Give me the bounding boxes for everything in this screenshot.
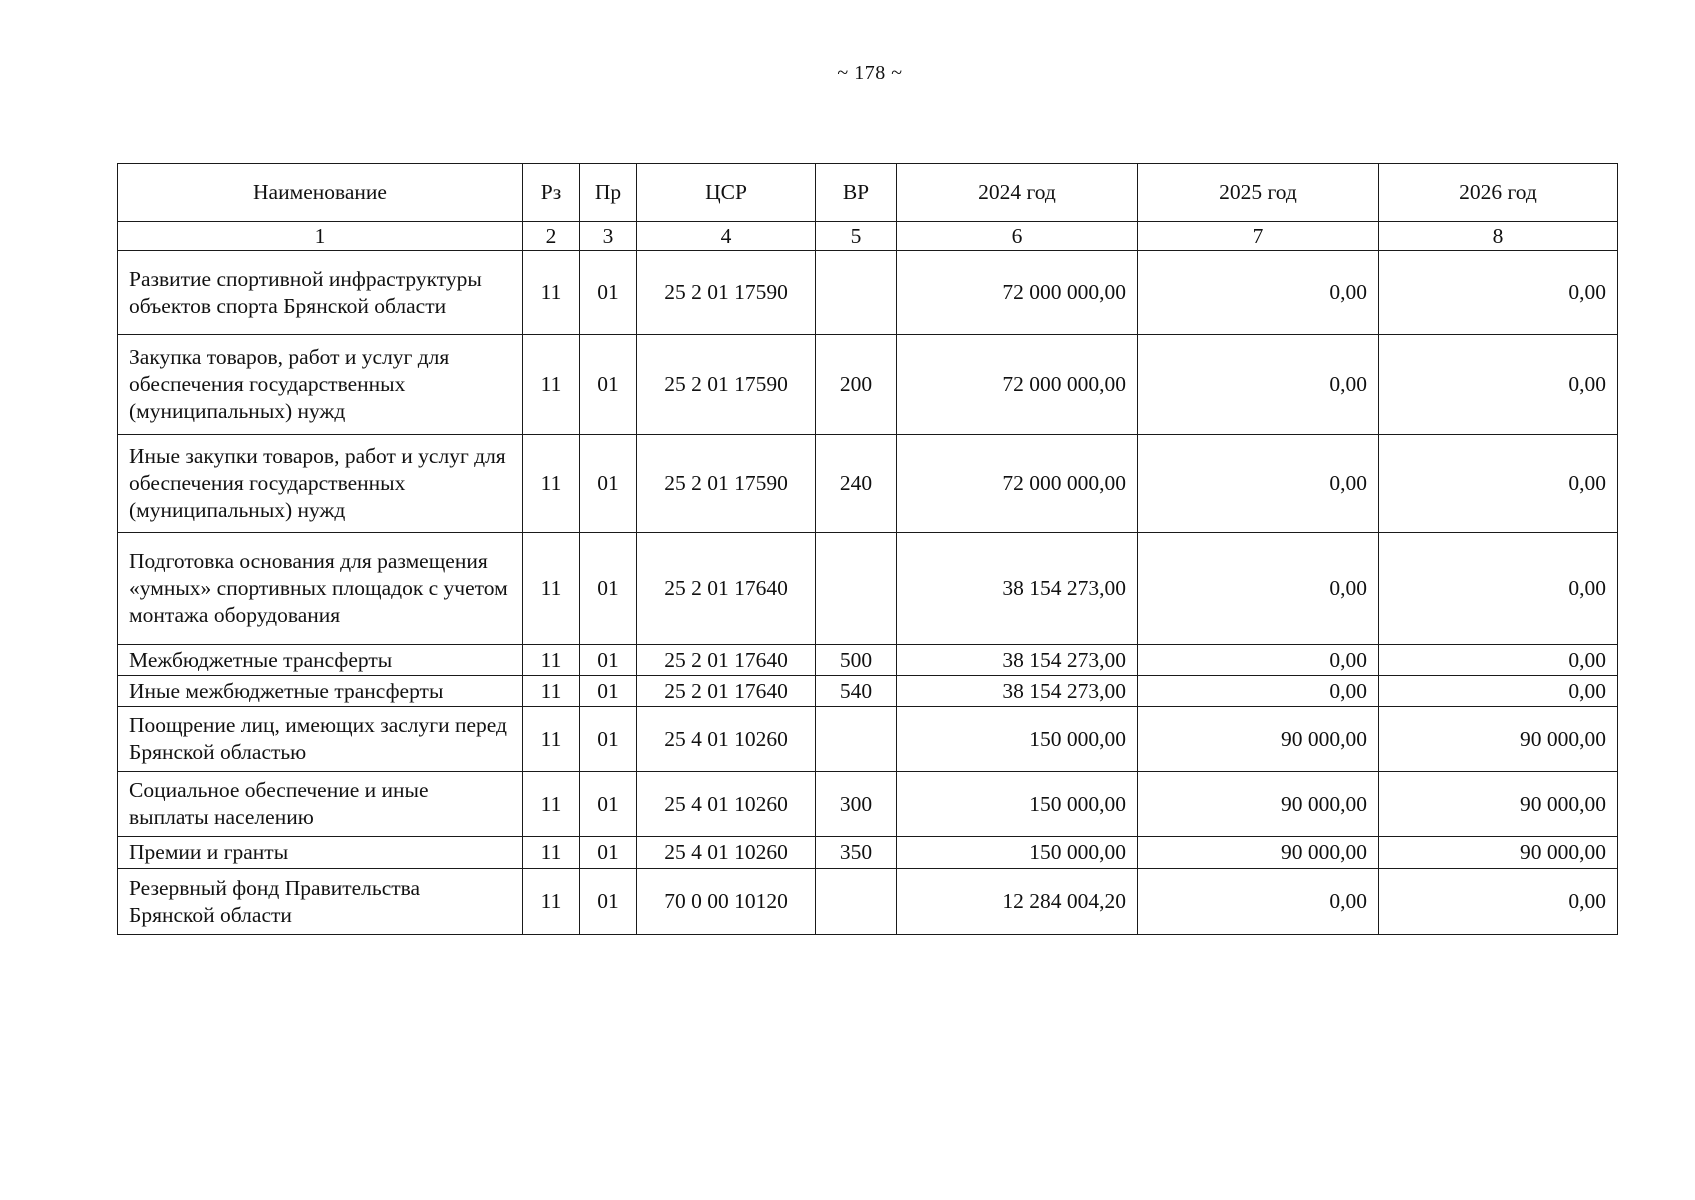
row-2026: 0,00 [1379,335,1618,435]
header-2026: 2026 год [1379,164,1618,222]
row-2025: 0,00 [1138,869,1379,935]
header-2024: 2024 год [897,164,1138,222]
header-rz: Рз [523,164,580,222]
row-2025: 0,00 [1138,435,1379,533]
row-name: Подготовка основания для размещения «умных» спортивных площадок с учетом монтажа оборудования [118,533,523,645]
row-2024: 150 000,00 [897,772,1138,837]
row-rz: 11 [523,335,580,435]
table-row [118,335,1618,435]
row-csr: 25 2 01 17590 [637,435,816,533]
row-rz: 11 [523,707,580,772]
row-name: Резервный фонд Правительства Брянской области [118,869,523,935]
row-csr: 25 2 01 17590 [637,335,816,435]
column-number: 8 [1379,222,1618,251]
row-2024: 150 000,00 [897,837,1138,869]
header-name: Наименование [118,164,523,222]
row-csr: 25 2 01 17640 [637,533,816,645]
row-2025: 0,00 [1138,251,1379,335]
row-csr: 25 4 01 10260 [637,772,816,837]
row-pr: 01 [580,676,637,707]
column-number: 7 [1138,222,1379,251]
row-name: Межбюджетные трансферты [118,645,523,676]
row-2026: 0,00 [1379,251,1618,335]
row-name: Иные закупки товаров, работ и услуг для обеспечения государственных (муниципальных) нужд [118,435,523,533]
row-pr: 01 [580,707,637,772]
budget-table [117,163,1618,935]
row-name: Премии и гранты [118,837,523,869]
table-row [118,772,1618,837]
column-number: 1 [118,222,523,251]
row-vr: 300 [816,772,897,837]
row-2024: 38 154 273,00 [897,645,1138,676]
row-rz: 11 [523,645,580,676]
row-2026: 0,00 [1379,645,1618,676]
row-2025: 90 000,00 [1138,837,1379,869]
row-pr: 01 [580,251,637,335]
table-header [118,164,1618,251]
row-2026: 90 000,00 [1379,707,1618,772]
row-2025: 90 000,00 [1138,707,1379,772]
column-number: 2 [523,222,580,251]
column-number-row [118,222,1618,251]
row-2024: 72 000 000,00 [897,251,1138,335]
row-rz: 11 [523,869,580,935]
row-name: Развитие спортивной инфраструктуры объектов спорта Брянской области [118,251,523,335]
table-row [118,533,1618,645]
row-rz: 11 [523,772,580,837]
row-2024: 38 154 273,00 [897,533,1138,645]
column-number: 6 [897,222,1138,251]
row-2024: 150 000,00 [897,707,1138,772]
row-vr [816,533,897,645]
row-vr: 540 [816,676,897,707]
header-vr: ВР [816,164,897,222]
header-csr: ЦСР [637,164,816,222]
row-vr [816,707,897,772]
column-number: 5 [816,222,897,251]
table-row [118,435,1618,533]
row-2024: 38 154 273,00 [897,676,1138,707]
column-number: 3 [580,222,637,251]
table-row [118,869,1618,935]
row-pr: 01 [580,645,637,676]
row-pr: 01 [580,335,637,435]
table-row [118,251,1618,335]
row-csr: 25 4 01 10260 [637,837,816,869]
column-number: 4 [637,222,816,251]
table-row [118,676,1618,707]
row-vr: 500 [816,645,897,676]
row-2026: 90 000,00 [1379,772,1618,837]
row-2026: 90 000,00 [1379,837,1618,869]
header-pr: Пр [580,164,637,222]
table-row [118,707,1618,772]
row-2025: 0,00 [1138,335,1379,435]
row-2026: 0,00 [1379,869,1618,935]
row-csr: 25 2 01 17640 [637,645,816,676]
header-row [118,164,1618,222]
row-rz: 11 [523,251,580,335]
row-csr: 25 2 01 17590 [637,251,816,335]
row-2024: 72 000 000,00 [897,335,1138,435]
row-pr: 01 [580,435,637,533]
row-name: Социальное обеспечение и иные выплаты населению [118,772,523,837]
row-vr [816,251,897,335]
row-rz: 11 [523,435,580,533]
row-vr [816,869,897,935]
row-2025: 0,00 [1138,533,1379,645]
row-csr: 25 4 01 10260 [637,707,816,772]
header-2025: 2025 год [1138,164,1379,222]
row-2025: 90 000,00 [1138,772,1379,837]
row-vr: 200 [816,335,897,435]
row-rz: 11 [523,533,580,645]
row-rz: 11 [523,676,580,707]
row-2026: 0,00 [1379,435,1618,533]
row-pr: 01 [580,869,637,935]
row-name: Поощрение лиц, имеющих заслуги перед Брянской областью [118,707,523,772]
row-rz: 11 [523,837,580,869]
row-csr: 70 0 00 10120 [637,869,816,935]
row-vr: 240 [816,435,897,533]
row-name: Иные межбюджетные трансферты [118,676,523,707]
row-vr: 350 [816,837,897,869]
table-row [118,837,1618,869]
row-2025: 0,00 [1138,645,1379,676]
row-pr: 01 [580,772,637,837]
row-2024: 12 284 004,20 [897,869,1138,935]
row-name: Закупка товаров, работ и услуг для обеспечения государственных (муниципальных) нужд [118,335,523,435]
row-2025: 0,00 [1138,676,1379,707]
row-pr: 01 [580,837,637,869]
table-body [118,251,1618,935]
row-2024: 72 000 000,00 [897,435,1138,533]
table-row [118,645,1618,676]
row-2026: 0,00 [1379,676,1618,707]
row-csr: 25 2 01 17640 [637,676,816,707]
row-pr: 01 [580,533,637,645]
row-2026: 0,00 [1379,533,1618,645]
page-number: ~ 178 ~ [837,62,903,84]
